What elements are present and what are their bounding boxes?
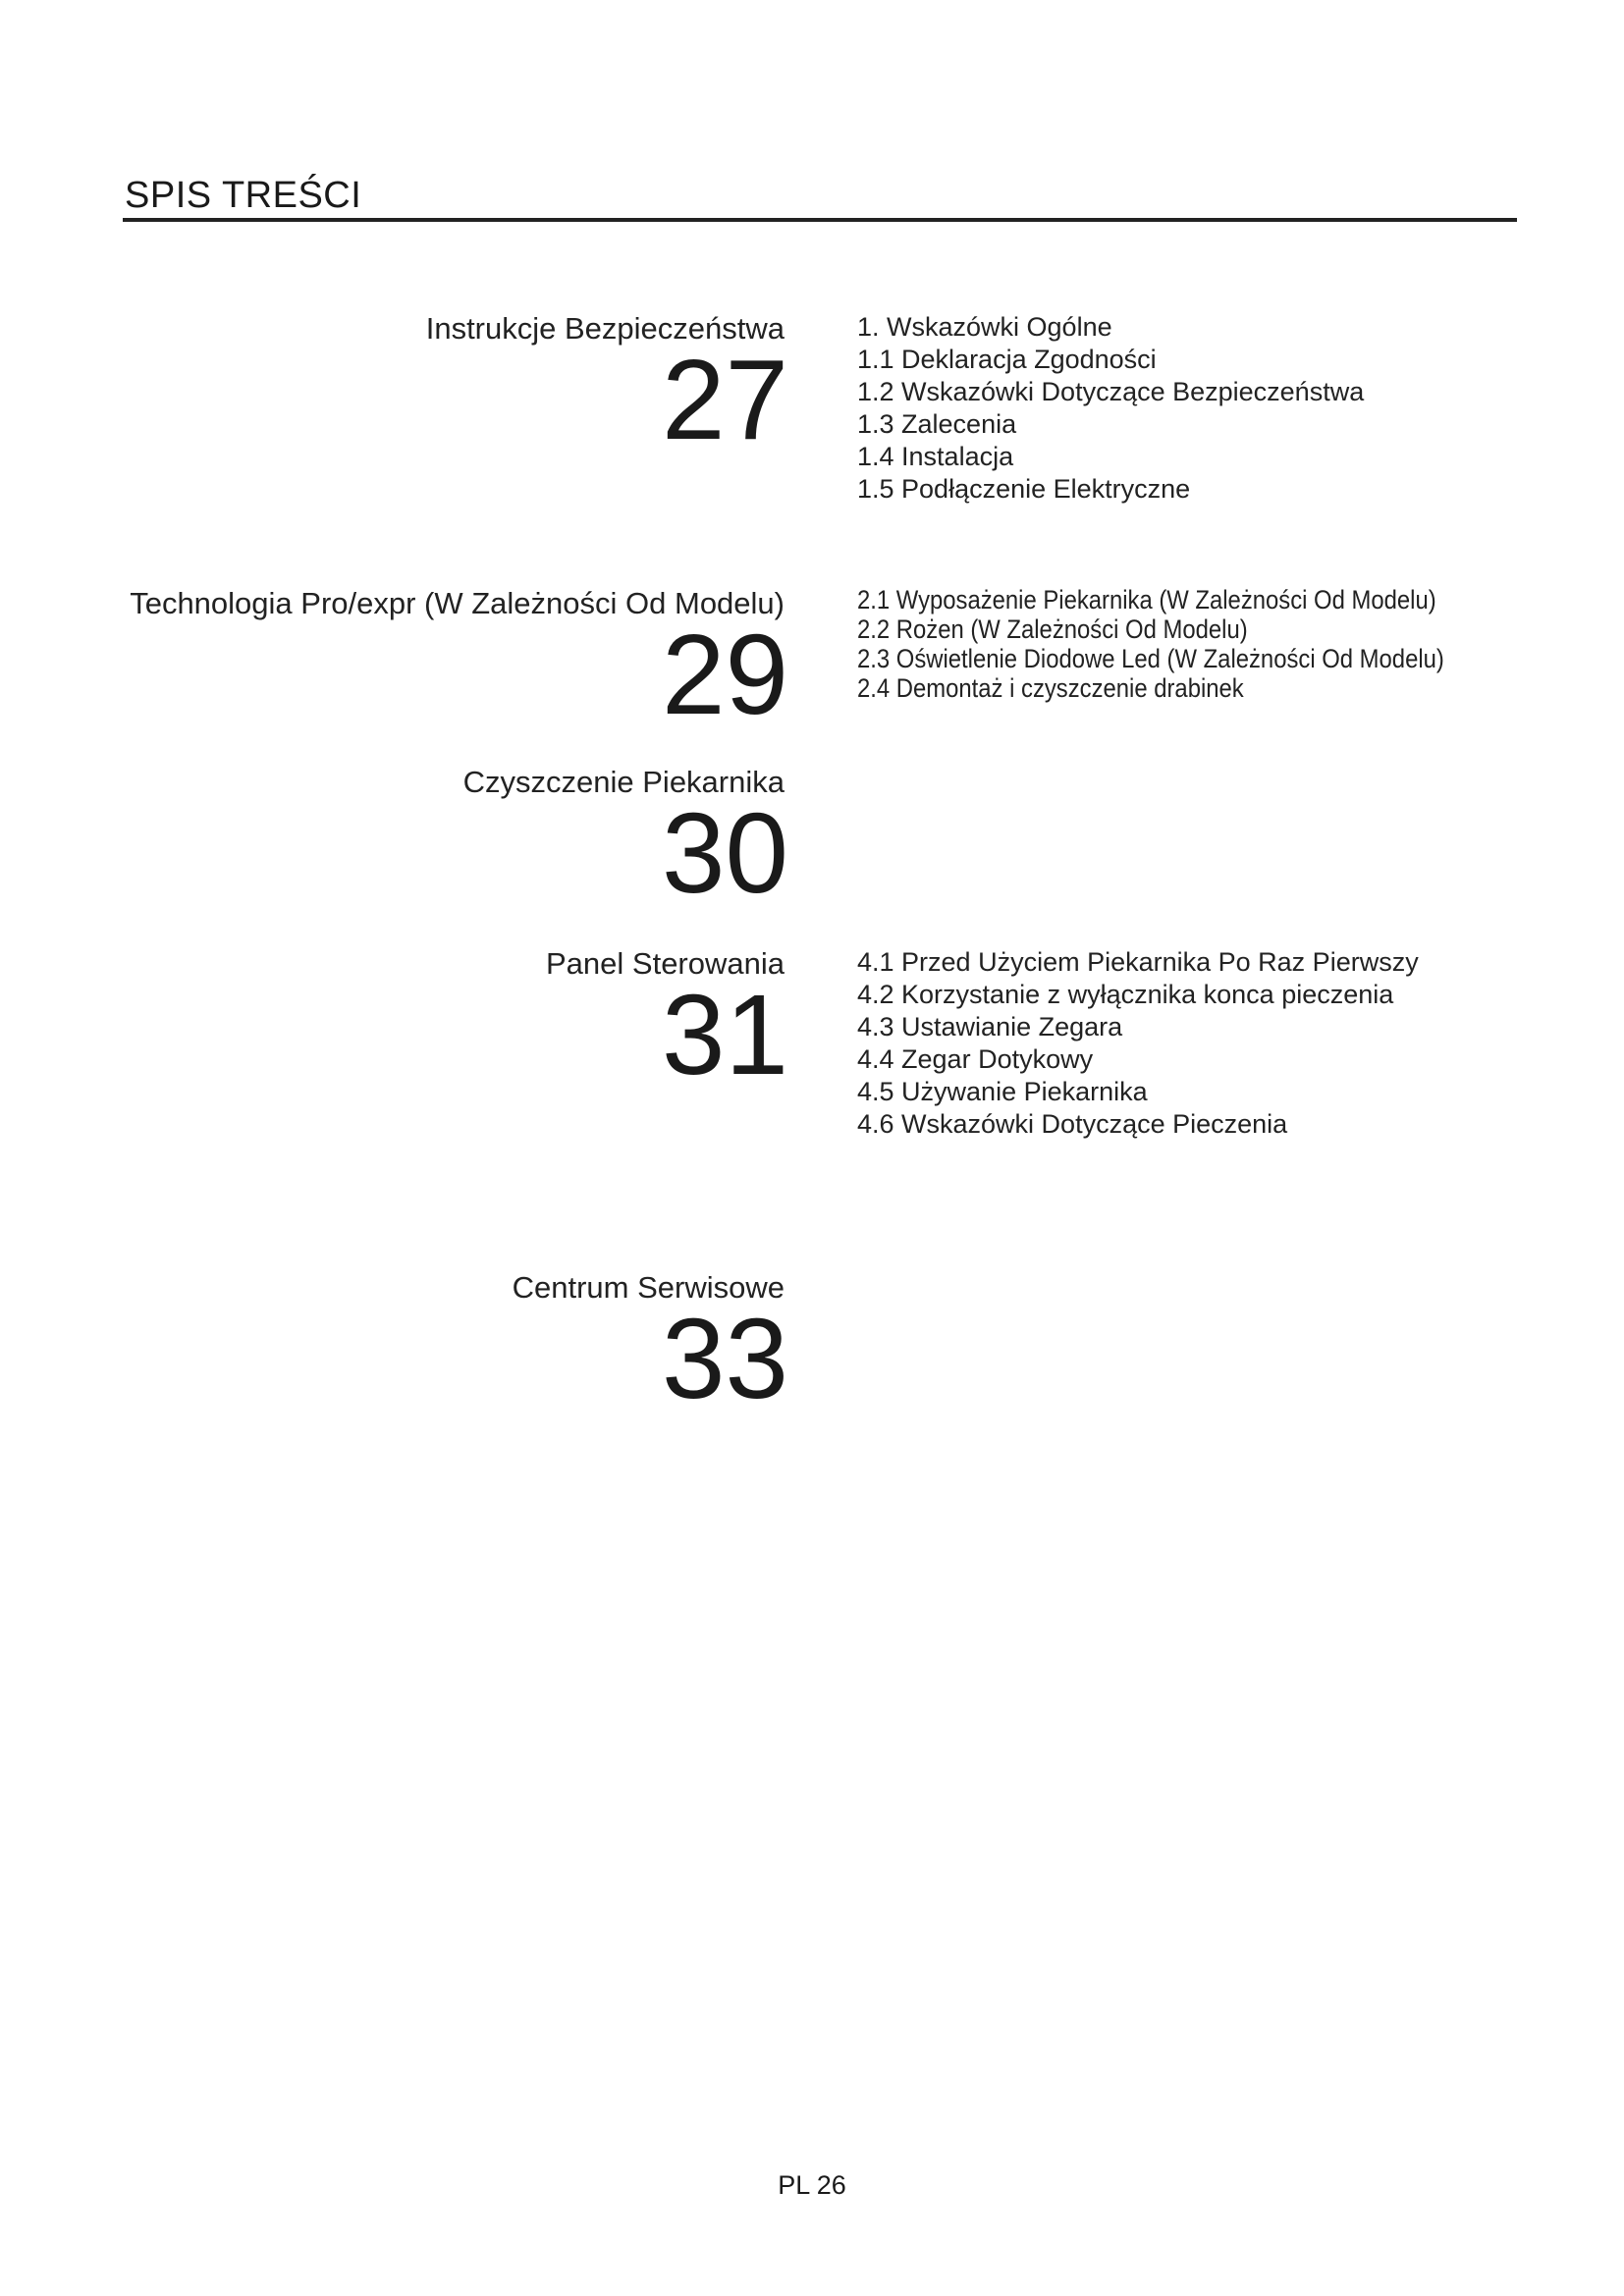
toc-item[interactable]: 4.5 Używanie Piekarnika — [857, 1077, 1148, 1106]
toc-item[interactable]: 4.2 Korzystanie z wyłącznika konca pieczenia — [857, 980, 1394, 1009]
toc-item[interactable]: 1.3 Zalecenia — [857, 409, 1017, 439]
section-page-number[interactable]: 30 — [661, 789, 788, 917]
section-title[interactable]: Centrum Serwisowe — [512, 1270, 785, 1305]
section-heading-block — [462, 764, 788, 917]
section-item-list — [857, 585, 1509, 703]
toc-item[interactable]: 1. Wskazówki Ogólne — [857, 312, 1112, 342]
toc-item[interactable]: 1.1 Deklaracja Zgodności — [857, 345, 1157, 374]
toc-item[interactable]: 2.4 Demontaż i czyszczenie drabinek — [857, 673, 1244, 703]
toc-item[interactable]: 4.3 Ustawianie Zegara — [857, 1012, 1123, 1041]
page-title: SPIS TREŚCI — [125, 175, 362, 216]
section-heading-block — [130, 585, 788, 738]
section-title[interactable]: Instrukcje Bezpieczeństwa — [425, 311, 785, 346]
section-page-number[interactable]: 33 — [661, 1295, 788, 1422]
section-title[interactable]: Czyszczenie Piekarnika — [462, 765, 785, 799]
toc-item[interactable]: 2.1 Wyposażenie Piekarnika (W Zależności Od Modelu) — [857, 585, 1436, 614]
toc-item[interactable]: 2.2 Rożen (W Zależności Od Modelu) — [857, 614, 1248, 644]
toc-item[interactable]: 2.3 Oświetlenie Diodowe Led (W Zależności Od Modelu) — [857, 644, 1444, 673]
toc-header — [123, 167, 1517, 222]
toc-item[interactable]: 1.5 Podłączenie Elektryczne — [857, 474, 1191, 504]
section-page-number[interactable]: 29 — [661, 611, 788, 738]
toc-item[interactable]: 4.4 Zegar Dotykowy — [857, 1044, 1094, 1074]
toc-item[interactable]: 4.6 Wskazówki Dotyczące Pieczenia — [857, 1109, 1288, 1139]
section-item-list — [857, 311, 1364, 506]
page-footer-number: PL 26 — [778, 2170, 846, 2200]
section-title[interactable]: Panel Sterowania — [546, 946, 785, 981]
toc-item[interactable]: 4.1 Przed Użyciem Piekarnika Po Raz Pierwszy — [857, 947, 1419, 977]
section-title[interactable]: Technologia Pro/expr (W Zależności Od Modelu) — [130, 586, 785, 620]
section-page-number[interactable]: 27 — [661, 336, 788, 463]
section-heading-block — [512, 1269, 788, 1422]
section-page-number[interactable]: 31 — [661, 971, 788, 1098]
toc-item[interactable]: 1.2 Wskazówki Dotyczące Bezpieczeństwa — [857, 377, 1365, 406]
section-item-list — [857, 946, 1419, 1141]
toc-item[interactable]: 1.4 Instalacja — [857, 442, 1014, 471]
section-heading-block — [425, 310, 788, 463]
section-heading-block — [546, 945, 788, 1098]
